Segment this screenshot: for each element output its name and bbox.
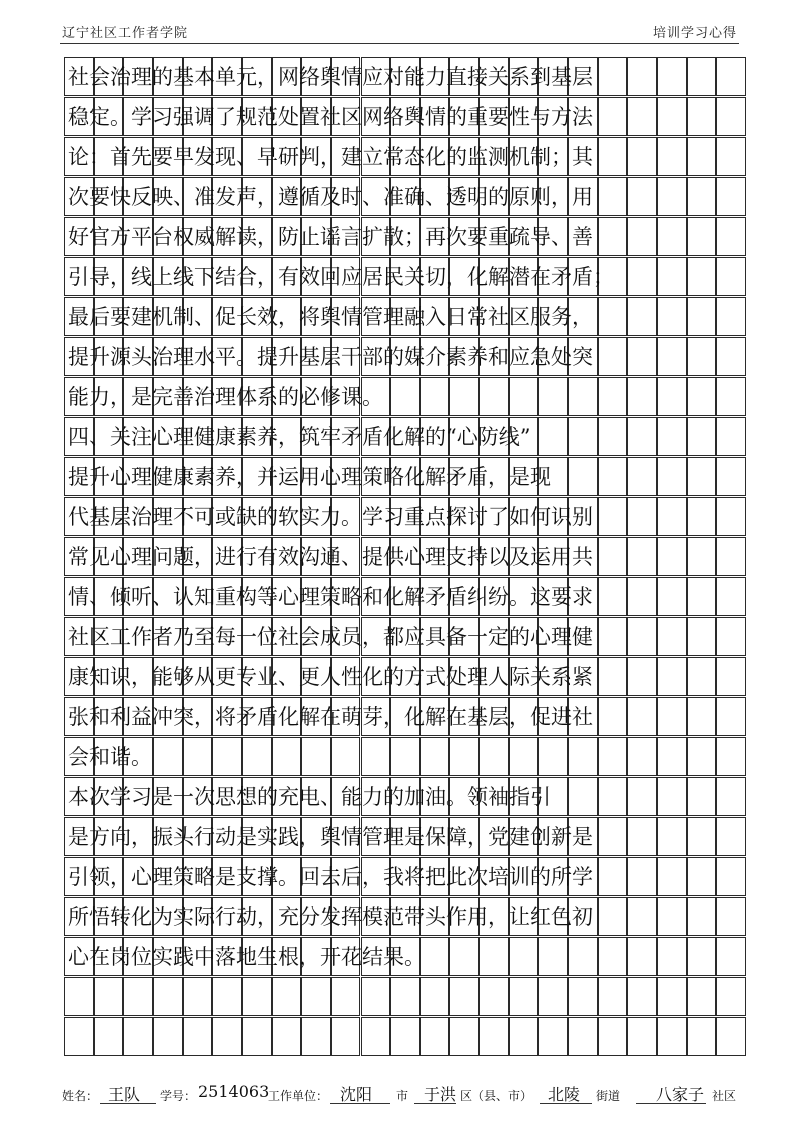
grid-cell	[657, 937, 687, 976]
grid-cell	[627, 217, 657, 256]
manuscript-row	[64, 97, 746, 136]
grid-cell	[420, 377, 450, 416]
manuscript-row	[64, 617, 746, 656]
grid-cell	[420, 977, 450, 1016]
grid-cell	[687, 337, 717, 376]
grid-cell	[657, 497, 687, 536]
grid-cell	[627, 257, 657, 296]
grid-cell	[538, 737, 568, 776]
grid-cell	[657, 617, 687, 656]
grid-cell	[420, 737, 450, 776]
grid-cell	[538, 1017, 568, 1056]
grid-cell	[598, 217, 628, 256]
manuscript-row	[64, 57, 746, 96]
grid-cell	[687, 937, 717, 976]
manuscript-row	[64, 857, 746, 896]
grid-cell	[627, 777, 657, 816]
grid-cell	[568, 777, 598, 816]
grid-cell	[657, 1017, 687, 1056]
grid-cell	[598, 377, 628, 416]
grid-cell	[716, 977, 746, 1016]
grid-cell	[657, 697, 687, 736]
grid-cell	[420, 1017, 450, 1056]
grid-cell	[627, 817, 657, 856]
student-id-value: 2514063	[198, 1082, 270, 1101]
grid-cell	[509, 977, 539, 1016]
grid-cell	[568, 377, 598, 416]
grid-cell	[657, 897, 687, 936]
grid-cell	[657, 377, 687, 416]
page-header	[0, 0, 799, 44]
grid-cell	[479, 737, 509, 776]
grid-cell	[509, 1017, 539, 1056]
grid-cell	[716, 497, 746, 536]
handwritten-line: 常见心理问题，进行有效沟通、提供心理支持以及运用共	[68, 545, 593, 569]
grid-cell	[598, 537, 628, 576]
grid-cell	[687, 577, 717, 616]
grid-cell	[598, 457, 628, 496]
manuscript-row	[64, 257, 746, 296]
grid-cell	[657, 977, 687, 1016]
grid-cell	[627, 377, 657, 416]
manuscript-row	[64, 537, 746, 576]
grid-cell	[627, 337, 657, 376]
grid-cell	[627, 57, 657, 96]
grid-cell	[716, 137, 746, 176]
grid-cell	[627, 137, 657, 176]
handwritten-line: 社区工作者乃至每一位社会成员，都应具备一定的心理健	[68, 625, 593, 649]
grid-cell	[687, 497, 717, 536]
grid-cell	[331, 737, 361, 776]
grid-cell	[657, 577, 687, 616]
grid-cell	[627, 537, 657, 576]
manuscript-row	[64, 697, 746, 736]
grid-cell	[716, 57, 746, 96]
grid-cell	[361, 737, 391, 776]
grid-cell	[716, 177, 746, 216]
manuscript-row	[64, 377, 746, 416]
grid-cell	[598, 97, 628, 136]
grid-cell	[657, 657, 687, 696]
grid-cell	[390, 377, 420, 416]
handwritten-line: 会和谐。	[68, 745, 152, 769]
handwritten-line: 所悟转化为实际行动，充分发挥模范带头作用，让红色初	[68, 905, 593, 929]
manuscript-row	[64, 497, 746, 536]
grid-cell	[94, 977, 124, 1016]
work-unit-label: 工作单位：	[268, 1089, 329, 1103]
grid-cell	[390, 1017, 420, 1056]
grid-cell	[301, 737, 331, 776]
grid-cell	[687, 617, 717, 656]
handwritten-line: 最后要建机制、促长效，将舆情管理融入日常社区服务，	[68, 305, 593, 329]
handwritten-line: 心在岗位实践中落地生根，开花结果。	[68, 945, 425, 969]
grid-cell	[687, 777, 717, 816]
handwritten-line: 社会治理的基本单元，网络舆情应对能力直接关系到基层	[68, 65, 593, 89]
grid-cell	[183, 977, 213, 1016]
grid-cell	[598, 857, 628, 896]
street-value: 北陵	[548, 1085, 581, 1104]
grid-cell	[716, 817, 746, 856]
manuscript-row	[64, 657, 746, 696]
grid-cell	[716, 617, 746, 656]
grid-cell	[598, 697, 628, 736]
grid-cell	[598, 617, 628, 656]
grid-cell	[687, 417, 717, 456]
grid-cell	[716, 377, 746, 416]
handwritten-line: 次要快反映、准发声，遵循及时、准确、透明的原则，用	[68, 185, 593, 209]
handwritten-line: 提升心理健康素养，并运用心理策略化解矛盾，是现	[68, 465, 551, 489]
grid-cell	[627, 297, 657, 336]
grid-cell	[479, 937, 509, 976]
grid-cell	[598, 937, 628, 976]
grid-cell	[568, 1017, 598, 1056]
manuscript-row	[64, 417, 746, 456]
grid-cell	[657, 97, 687, 136]
grid-cell	[64, 977, 94, 1016]
grid-cell	[627, 737, 657, 776]
handwritten-line: 康知识，能够从更专业、更人性化的方式处理人际关系紧	[68, 665, 593, 689]
grid-cell	[598, 657, 628, 696]
handwritten-line: 本次学习是一次思想的充电、能力的加油。领袖指引	[68, 785, 551, 809]
grid-cell	[449, 1017, 479, 1056]
grid-cell	[657, 177, 687, 216]
grid-cell	[153, 737, 183, 776]
grid-cell	[687, 817, 717, 856]
grid-cell	[301, 1017, 331, 1056]
grid-cell	[449, 937, 479, 976]
grid-cell	[509, 937, 539, 976]
grid-cell	[242, 977, 272, 1016]
grid-cell	[449, 977, 479, 1016]
grid-cell	[687, 377, 717, 416]
manuscript-row	[64, 1017, 746, 1056]
grid-cell	[479, 1017, 509, 1056]
grid-cell	[687, 137, 717, 176]
grid-cell	[627, 577, 657, 616]
manuscript-row	[64, 457, 746, 496]
grid-cell	[687, 977, 717, 1016]
grid-cell	[716, 417, 746, 456]
handwritten-line: 情、倾听、认知重构等心理策略和化解矛盾纠纷。这要求	[68, 585, 593, 609]
grid-cell	[479, 977, 509, 1016]
handwritten-line: 引导，线上线下结合，有效回应居民关切，化解潜在矛盾；	[68, 265, 614, 289]
grid-cell	[716, 297, 746, 336]
grid-cell	[568, 737, 598, 776]
name-value: 王队	[108, 1085, 141, 1104]
grid-cell	[657, 817, 687, 856]
name-label: 姓名：	[62, 1089, 99, 1103]
grid-cell	[153, 977, 183, 1016]
grid-cell	[509, 737, 539, 776]
handwritten-line: 四、关注心理健康素养，筑牢矛盾化解的“心防线”	[68, 425, 531, 449]
grid-cell	[716, 1017, 746, 1056]
grid-cell	[716, 737, 746, 776]
manuscript-row	[64, 297, 746, 336]
manuscript-row	[64, 217, 746, 256]
district-unit: 区（县、市）	[460, 1089, 533, 1103]
grid-cell	[716, 937, 746, 976]
grid-cell	[687, 457, 717, 496]
grid-cell	[390, 977, 420, 1016]
grid-cell	[568, 457, 598, 496]
community-unit: 社区	[712, 1089, 737, 1103]
grid-cell	[627, 177, 657, 216]
student-id-label: 学号：	[160, 1089, 197, 1103]
grid-cell	[598, 137, 628, 176]
grid-cell	[449, 377, 479, 416]
grid-cell	[598, 1017, 628, 1056]
grid-cell	[509, 377, 539, 416]
manuscript-row	[64, 337, 746, 376]
grid-cell	[538, 417, 568, 456]
grid-cell	[598, 297, 628, 336]
grid-cell	[716, 337, 746, 376]
grid-cell	[64, 1017, 94, 1056]
grid-cell	[716, 97, 746, 136]
handwritten-line: 好官方平台权威解读，防止谣言扩散；再次要重疏导、善	[68, 225, 593, 249]
grid-cell	[687, 657, 717, 696]
grid-cell	[657, 537, 687, 576]
grid-cell	[94, 1017, 124, 1056]
manuscript-grid	[64, 57, 746, 1057]
grid-cell	[687, 737, 717, 776]
district-value: 于洪	[424, 1085, 457, 1104]
grid-cell	[716, 857, 746, 896]
handwritten-line: 提升源头治理水平。提升基层干部的媒介素养和应急处突	[68, 345, 593, 369]
manuscript-row	[64, 897, 746, 936]
grid-cell	[687, 897, 717, 936]
grid-cell	[627, 657, 657, 696]
handwritten-line: 能力，是完善治理体系的必修课。	[68, 385, 383, 409]
grid-cell	[153, 1017, 183, 1056]
grid-cell	[598, 417, 628, 456]
grid-cell	[301, 977, 331, 1016]
grid-cell	[716, 457, 746, 496]
handwritten-line: 稳定。学习强调了规范处置社区网络舆情的重要性与方法	[68, 105, 593, 129]
grid-cell	[212, 1017, 242, 1056]
grid-cell	[598, 177, 628, 216]
manuscript-row	[64, 817, 746, 856]
institution-title: 辽宁社区工作者学院	[62, 26, 189, 41]
grid-cell	[568, 977, 598, 1016]
grid-cell	[538, 377, 568, 416]
manuscript-row	[64, 937, 746, 976]
grid-cell	[657, 57, 687, 96]
signature-footer	[0, 1082, 799, 1112]
grid-cell	[687, 857, 717, 896]
grid-cell	[657, 417, 687, 456]
grid-cell	[212, 977, 242, 1016]
grid-cell	[687, 537, 717, 576]
grid-cell	[361, 1017, 391, 1056]
grid-cell	[361, 977, 391, 1016]
handwritten-line: 引领，心理策略是支撑。回去后，我将把此次培训的所学	[68, 865, 593, 889]
grid-cell	[272, 1017, 302, 1056]
grid-cell	[627, 617, 657, 656]
manuscript-row	[64, 777, 746, 816]
city-value: 沈阳	[340, 1085, 373, 1104]
grid-cell	[627, 937, 657, 976]
handwritten-line: 论：首先要早发现、早研判，建立常态化的监测机制；其	[68, 145, 593, 169]
grid-cell	[657, 457, 687, 496]
grid-cell	[272, 737, 302, 776]
grid-cell	[716, 537, 746, 576]
grid-cell	[598, 497, 628, 536]
grid-cell	[598, 897, 628, 936]
grid-cell	[687, 97, 717, 136]
grid-cell	[538, 937, 568, 976]
grid-cell	[568, 937, 598, 976]
grid-cell	[716, 657, 746, 696]
grid-cell	[598, 57, 628, 96]
grid-cell	[687, 57, 717, 96]
grid-cell	[627, 457, 657, 496]
grid-cell	[716, 897, 746, 936]
grid-cell	[657, 137, 687, 176]
manuscript-row	[64, 577, 746, 616]
grid-cell	[627, 417, 657, 456]
grid-cell	[657, 737, 687, 776]
grid-cell	[123, 1017, 153, 1056]
grid-cell	[390, 737, 420, 776]
grid-cell	[716, 217, 746, 256]
grid-cell	[568, 417, 598, 456]
grid-cell	[687, 297, 717, 336]
grid-cell	[687, 1017, 717, 1056]
grid-cell	[627, 1017, 657, 1056]
manuscript-row	[64, 977, 746, 1016]
grid-cell	[449, 737, 479, 776]
grid-cell	[598, 977, 628, 1016]
grid-cell	[183, 737, 213, 776]
grid-cell	[627, 497, 657, 536]
handwritten-line: 是方向，振头行动是实践，舆情管理是保障，党建创新是	[68, 825, 593, 849]
grid-cell	[716, 577, 746, 616]
grid-cell	[212, 737, 242, 776]
street-unit: 街道	[596, 1089, 621, 1103]
grid-cell	[598, 337, 628, 376]
grid-cell	[627, 697, 657, 736]
manuscript-row	[64, 137, 746, 176]
header-rule	[60, 43, 739, 44]
grid-cell	[479, 377, 509, 416]
grid-cell	[183, 1017, 213, 1056]
grid-cell	[538, 977, 568, 1016]
grid-cell	[716, 257, 746, 296]
community-value: 八家子	[656, 1085, 705, 1104]
grid-cell	[598, 777, 628, 816]
grid-cell	[657, 857, 687, 896]
grid-cell	[716, 697, 746, 736]
grid-cell	[331, 977, 361, 1016]
grid-cell	[687, 177, 717, 216]
grid-cell	[627, 857, 657, 896]
grid-cell	[272, 977, 302, 1016]
grid-cell	[598, 737, 628, 776]
grid-cell	[598, 817, 628, 856]
grid-cell	[242, 1017, 272, 1056]
grid-cell	[657, 217, 687, 256]
grid-cell	[242, 737, 272, 776]
grid-cell	[627, 97, 657, 136]
grid-cell	[687, 697, 717, 736]
grid-cell	[657, 257, 687, 296]
grid-cell	[627, 897, 657, 936]
manuscript-row	[64, 737, 746, 776]
grid-cell	[687, 257, 717, 296]
grid-cell	[657, 777, 687, 816]
grid-cell	[657, 337, 687, 376]
grid-cell	[331, 1017, 361, 1056]
manuscript-row	[64, 177, 746, 216]
grid-cell	[657, 297, 687, 336]
grid-cell	[687, 217, 717, 256]
handwritten-line: 张和利益冲突，将矛盾化解在萌芽，化解在基层，促进社	[68, 705, 593, 729]
handwritten-line: 代基层治理不可或缺的软实力。学习重点探讨了如何识别	[68, 505, 593, 529]
grid-cell	[716, 777, 746, 816]
grid-cell	[598, 577, 628, 616]
grid-cell	[123, 977, 153, 1016]
grid-cell	[627, 977, 657, 1016]
city-unit: 市	[396, 1089, 409, 1103]
document-title: 培训学习心得	[652, 26, 737, 41]
